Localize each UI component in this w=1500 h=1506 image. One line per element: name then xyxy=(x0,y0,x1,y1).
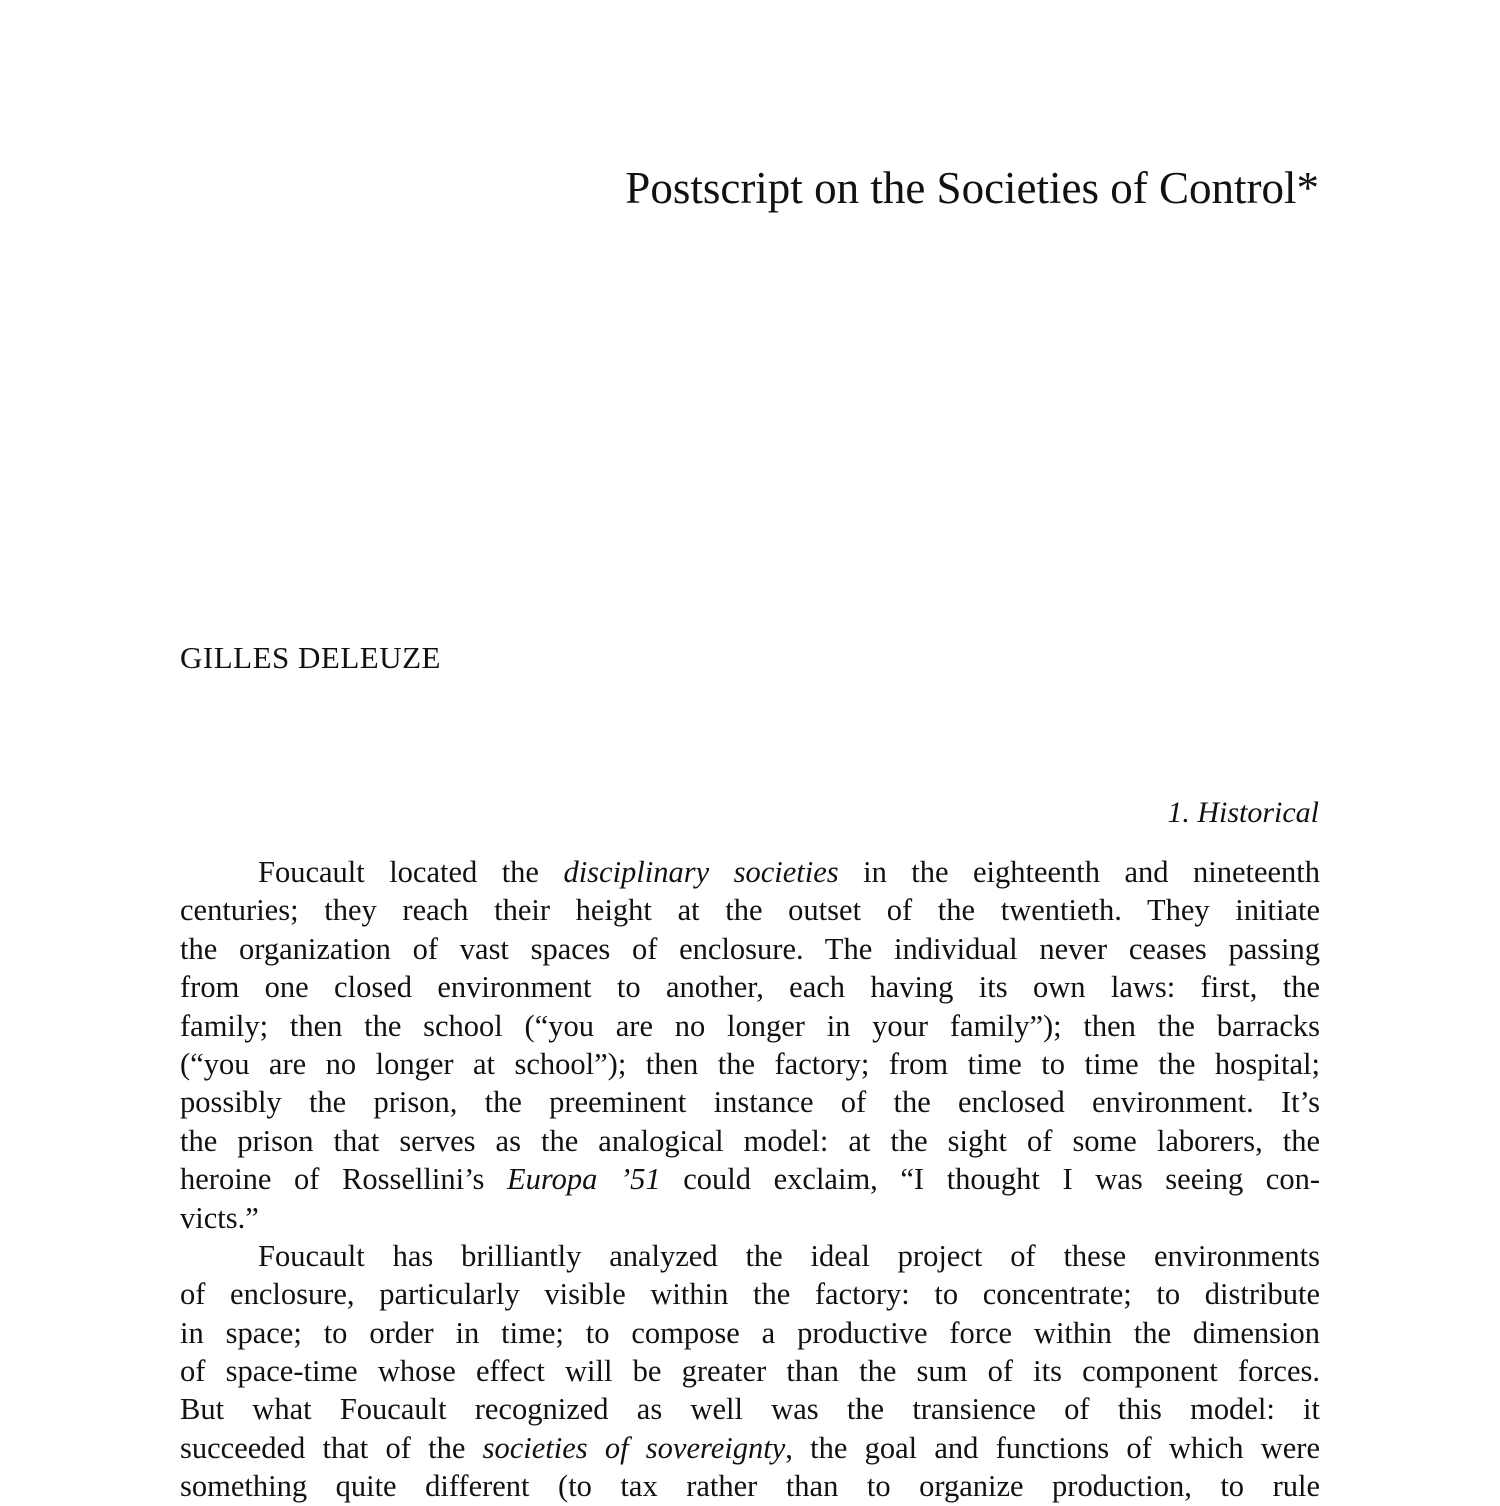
text-line xyxy=(180,968,1320,1006)
text-run: of space-time whose effect will be greater than the sum of its component forces. xyxy=(180,1354,1320,1389)
text-run: of enclosure, particularly visible within the factory: to concentrate; to distribute xyxy=(180,1277,1320,1312)
italic-text: Europa ’51 xyxy=(507,1162,661,1197)
italic-text: societies of sovereignty xyxy=(482,1430,786,1465)
text-run: heroine of Rossellini’s xyxy=(180,1162,508,1197)
text-run: family; then the school (“you are no longer in your family”); then the barracks xyxy=(180,1008,1320,1043)
text-line xyxy=(180,1237,1320,1275)
text-run: the organization of vast spaces of enclosure. The individual never ceases passing xyxy=(180,931,1320,966)
text-line xyxy=(180,853,1320,891)
text-line xyxy=(180,1275,1320,1313)
text-line xyxy=(180,1390,1320,1428)
text-line xyxy=(180,891,1320,929)
text-run: the prison that serves as the analogical model: at the sight of some laborers, the xyxy=(180,1123,1320,1158)
text-run: in space; to order in time; to compose a productive force within the dimension xyxy=(180,1315,1320,1350)
paragraph xyxy=(180,853,1320,1237)
text-run: something quite different (to tax rather than to organize production, to rule xyxy=(180,1469,1320,1504)
text-run: Foucault located the xyxy=(258,855,564,889)
author-name: GILLES DELEUZE xyxy=(180,640,441,675)
body-text xyxy=(180,853,1320,1506)
text-run: centuries; they reach their height at the outset of the twentieth. They initiate xyxy=(180,893,1320,928)
paragraph xyxy=(180,1237,1320,1506)
text-line xyxy=(180,1007,1320,1045)
text-line xyxy=(180,1160,1320,1198)
text-run: possibly the prison, the preeminent instance of the enclosed environment. It’s xyxy=(180,1085,1320,1120)
text-line xyxy=(180,1429,1320,1467)
text-run: But what Foucault recognized as well was the transience of this model: it xyxy=(180,1392,1320,1427)
section-heading: 1. Historical xyxy=(1167,796,1319,829)
text-line xyxy=(180,1083,1320,1121)
text-run: succeeded that of the xyxy=(180,1430,483,1465)
text-line xyxy=(180,1199,1320,1237)
text-run: could exclaim, “I thought I was seeing con- xyxy=(660,1162,1320,1197)
text-line xyxy=(180,1045,1320,1083)
text-line xyxy=(180,930,1320,968)
text-run: , the goal and functions of which were xyxy=(785,1430,1320,1465)
text-run: in the eighteenth and nineteenth xyxy=(838,855,1321,889)
article-title: Postscript on the Societies of Control* xyxy=(625,163,1319,213)
text-run: (“you are no longer at school”); then the factory; from time to time the hospital; xyxy=(180,1046,1320,1081)
text-run: victs.” xyxy=(180,1200,259,1235)
text-run: from one closed environment to another, each having its own laws: first, the xyxy=(180,970,1320,1005)
text-run: Foucault has brilliantly analyzed the ideal project of these environments xyxy=(258,1238,1320,1273)
text-line xyxy=(180,1352,1320,1390)
text-line xyxy=(180,1122,1320,1160)
text-line xyxy=(180,1314,1320,1352)
italic-text: disciplinary societies xyxy=(563,855,839,889)
